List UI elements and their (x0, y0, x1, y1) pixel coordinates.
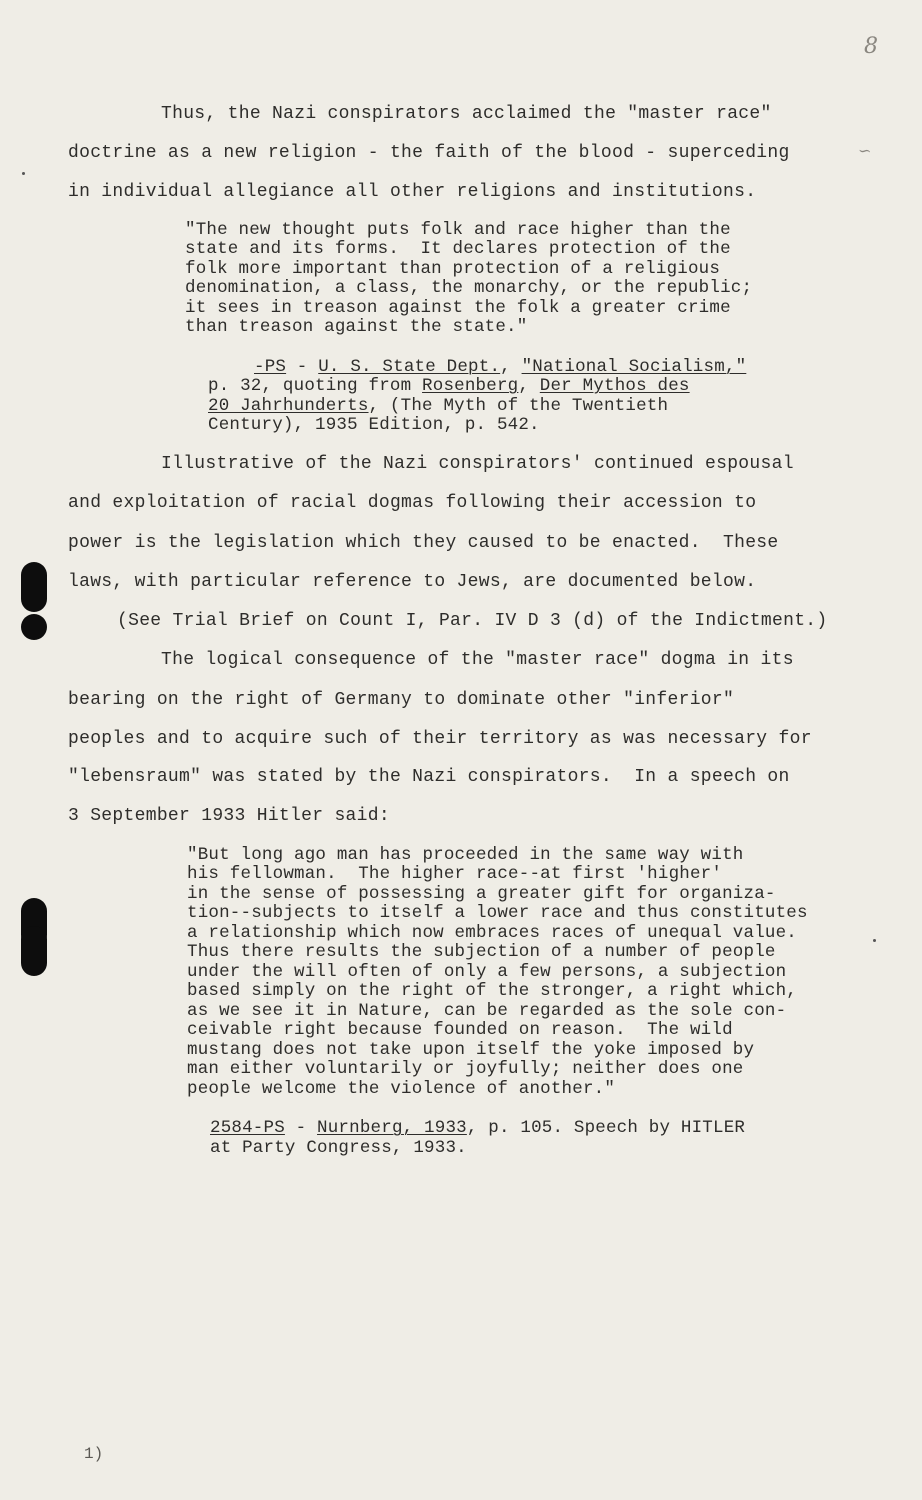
citation2-line: 2584-PS - Nurnberg, 1933, p. 105. Speech by HITLER (210, 1118, 746, 1138)
quote2-line: mustang does not take upon itself the yoke imposed by (187, 1040, 755, 1060)
speck (873, 939, 876, 942)
quote2-line: tion--subjects to itself a lower race and thus constitutes (187, 903, 808, 923)
citation2-line: at Party Congress, 1933. (210, 1138, 467, 1158)
citation1-doc-id: -PS (254, 357, 287, 377)
citation1-work: Der Mythos des (539, 376, 690, 396)
citation1-author: Rosenberg (422, 376, 519, 396)
para3-line: peoples and to acquire such of their territory as was necessary for (68, 729, 812, 749)
quote1-line: folk more important than protection of a religious (185, 259, 721, 279)
binder-hole-lower-b (21, 926, 47, 976)
quote1-line: than treason against the state." (185, 317, 528, 337)
quote2-line: ceivable right because founded on reason. The wild (187, 1020, 733, 1040)
margin-mark: ∽ (858, 141, 872, 160)
quote2-line: his fellowman. The higher race--at first 'higher' (187, 864, 723, 884)
para2-line: and exploitation of racial dogmas following their accession to (68, 493, 757, 513)
para1-line: in individual allegiance all other religions and institutions. (68, 182, 757, 202)
see-note: (See Trial Brief on Count I, Par. IV D 3 (d) of the Indictment.) (117, 611, 828, 631)
citation1-line: p. 32, quoting from Rosenberg, Der Mythos des (208, 376, 690, 396)
quote2-line: "But long ago man has proceeded in the same way with (187, 845, 744, 865)
quote2-line: under the will often of only a few persons, a subjection (187, 962, 787, 982)
quote1-line: it sees in treason against the folk a greater crime (185, 298, 731, 318)
citation1-line: 20 Jahrhunderts, (The Myth of the Twentieth (208, 396, 669, 416)
para3-line: "lebensraum" was stated by the Nazi conspirators. In a speech on (68, 767, 790, 787)
quote2-line: a relationship which now embraces races of unequal value. (187, 923, 797, 943)
citation2-doc-id: 2584-PS (210, 1118, 285, 1138)
quote2-line: as we see it in Nature, can be regarded as the sole con- (187, 1001, 787, 1021)
quote2-line: based simply on the right of the stronger, a right which, (187, 981, 797, 1001)
citation1-title: "National Socialism," (521, 357, 747, 377)
citation1-line: Century), 1935 Edition, p. 542. (208, 415, 540, 435)
speck (22, 172, 25, 175)
quote2-line: in the sense of possessing a greater gift for organiza- (187, 884, 776, 904)
citation1-work-cont: 20 Jahrhunderts (208, 396, 369, 416)
quote2-line: people welcome the violence of another." (187, 1079, 616, 1099)
citation1-source: U. S. State Dept. (318, 357, 501, 377)
citation2-title: Nurnberg, 1933 (317, 1118, 467, 1138)
para2-line: laws, with particular reference to Jews, are documented below. (68, 572, 757, 592)
para1-line: Thus, the Nazi conspirators acclaimed the "master race" (161, 104, 772, 124)
para3-line: bearing on the right of Germany to dominate other "inferior" (68, 690, 735, 710)
quote2-line: man either voluntarily or joyfully; neither does one (187, 1059, 744, 1079)
quote2-line: Thus there results the subjection of a number of people (187, 942, 776, 962)
para3-line: The logical consequence of the "master race" dogma in its (161, 650, 794, 670)
citation1-line: -PS - U. S. State Dept., "National Socialism," (208, 358, 746, 378)
para2-line: power is the legislation which they caused to be enacted. These (68, 533, 779, 553)
page-number: 8 (864, 34, 878, 59)
para2-line: Illustrative of the Nazi conspirators' continued espousal (161, 454, 794, 474)
para1-line: doctrine as a new religion - the faith of the blood - superceding (68, 143, 790, 163)
binder-hole-upper (21, 562, 47, 612)
quote1-line: denomination, a class, the monarchy, or the republic; (185, 278, 753, 298)
quote1-line: "The new thought puts folk and race higher than the (185, 220, 731, 240)
footer-mark: 1) (84, 1445, 104, 1463)
binder-hole-upper-round (21, 614, 47, 640)
para3-line: 3 September 1933 Hitler said: (68, 806, 390, 826)
quote1-line: state and its forms. It declares protection of the (185, 239, 731, 259)
